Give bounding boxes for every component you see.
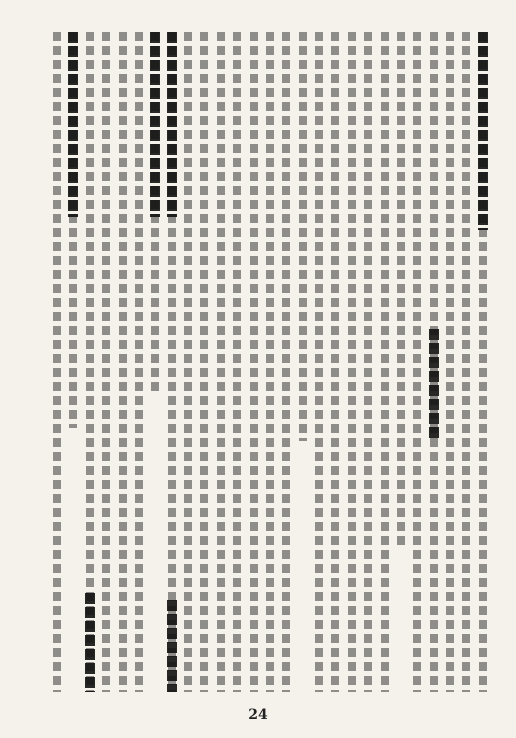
- text-column: [50, 32, 64, 692]
- text-line: [462, 32, 470, 692]
- text-column: [312, 32, 326, 692]
- page-number: 24: [248, 707, 268, 723]
- text-column: [247, 32, 261, 692]
- text-column: [214, 32, 228, 692]
- text-line: [315, 32, 323, 692]
- text-column: [296, 32, 310, 692]
- text-line: [217, 32, 225, 692]
- text-line: [348, 32, 356, 692]
- text-line: [184, 32, 192, 692]
- text-column: [378, 32, 392, 692]
- text-column: [361, 32, 375, 692]
- text-line: [381, 32, 389, 692]
- text-line: [135, 32, 143, 692]
- bold-text-run: [167, 32, 177, 217]
- text-line: [397, 32, 405, 547]
- text-column: [279, 32, 293, 692]
- text-line: [233, 32, 241, 692]
- text-column: [197, 32, 211, 692]
- text-line: [266, 32, 274, 692]
- text-column: [345, 32, 359, 692]
- text-column: [66, 32, 80, 692]
- text-column: [83, 32, 97, 692]
- text-column: [148, 32, 162, 692]
- bold-text-run: [85, 593, 95, 692]
- text-line: [119, 32, 127, 692]
- text-column: [132, 32, 146, 692]
- vertical-text-block: [50, 32, 490, 692]
- text-column: [476, 32, 490, 692]
- text-column: [459, 32, 473, 692]
- text-column: [230, 32, 244, 692]
- text-line: [299, 32, 307, 441]
- text-column: [443, 32, 457, 692]
- text-column: [116, 32, 130, 692]
- bold-text-run: [167, 600, 177, 692]
- text-line: [364, 32, 372, 692]
- text-column: [181, 32, 195, 692]
- text-line: [250, 32, 258, 692]
- bold-text-run: [150, 32, 160, 217]
- text-column: [263, 32, 277, 692]
- text-line: [102, 32, 110, 692]
- bold-text-run: [478, 32, 488, 230]
- text-column: [410, 32, 424, 692]
- text-column: [394, 32, 408, 692]
- text-line: [282, 32, 290, 692]
- bold-text-run: [429, 329, 439, 441]
- text-line: [53, 32, 61, 692]
- text-column: [328, 32, 342, 692]
- text-line: [446, 32, 454, 692]
- text-line: [331, 32, 339, 692]
- text-line: [413, 32, 421, 692]
- text-line: [200, 32, 208, 692]
- text-column: [165, 32, 179, 692]
- bold-text-run: [68, 32, 78, 217]
- text-column: [427, 32, 441, 692]
- text-column: [99, 32, 113, 692]
